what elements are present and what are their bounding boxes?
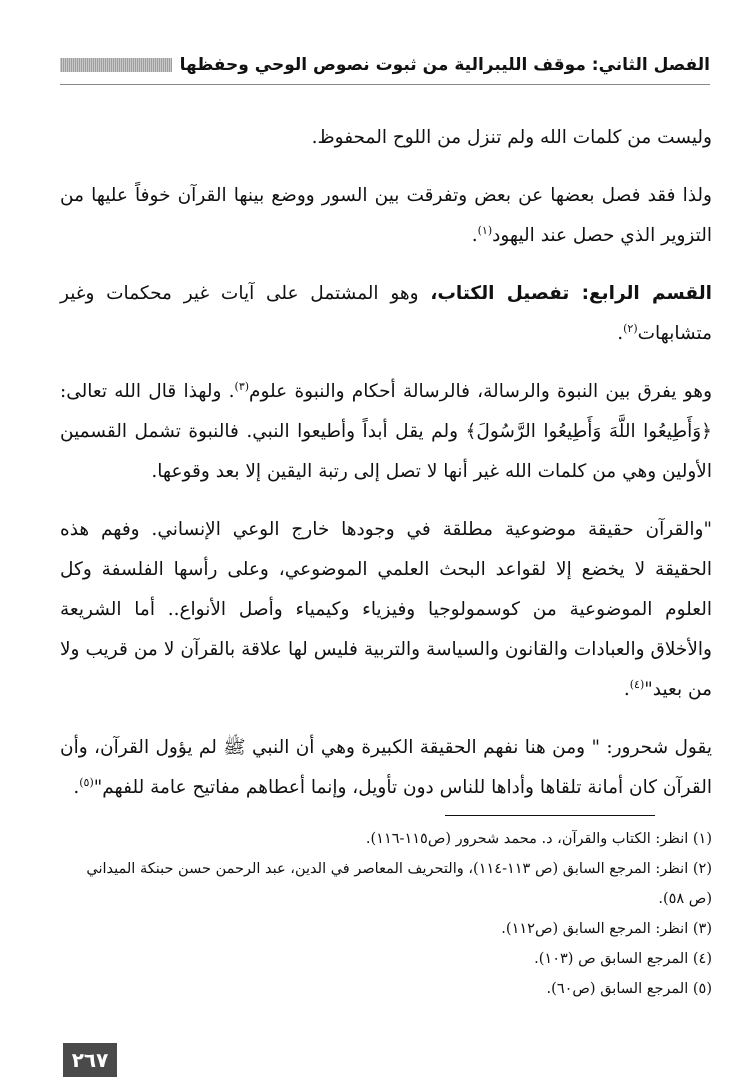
paragraph: وليست من كلمات الله ولم تنزل من اللوح المحفوظ. <box>311 127 712 148</box>
section-lead: القسم الرابع: تفصيل الكتاب، <box>430 283 712 304</box>
footnote-ref[interactable]: (٢) <box>623 321 638 335</box>
footnote: (٤) المرجع السابق ص (١٠٣). <box>534 951 712 967</box>
header-divider <box>60 84 710 85</box>
footnote-ref[interactable]: (٤) <box>629 677 645 691</box>
footnotes <box>60 824 712 1004</box>
footnote: (١) انظر: الكتاب والقرآن، د. محمد شحرور (ص١١٥-١١٦). <box>365 831 712 847</box>
footnote-ref[interactable]: (٣) <box>234 379 250 393</box>
header-decorative-bar <box>60 58 172 72</box>
footnote-ref[interactable]: (١) <box>477 223 493 237</box>
chapter-title: الفصل الثاني: موقف الليبرالية من ثبوت نصوص الوحي وحفظها <box>179 55 710 75</box>
footnote: (٥) المرجع السابق (ص٦٠). <box>546 981 712 997</box>
paragraph: ولذا فقد فصل بعضها عن بعض وتفرقت بين السور ووضع بينها القرآن خوفاً عليها من التزوير الذي حصل عند اليهود$^{(١)}$. <box>60 185 712 246</box>
paragraph: "والقرآن حقيقة موضوعية مطلقة في وجودها خارج الوعي الإنساني. وفهم هذه الحقيقة لا يخضع إلا لقواعد البحث العلمي الموضوعي، وعلى رأسها الفلسفة وكل العلوم الموضوعية من كوسمولوجيا وفيزياء وكيمياء وأصل الأنواع.. أما الشريعة والأخلاق والعبادات والقانون والسياسة والتربية فليس لها علاقة بالقرآن لا من قريب ولا من بعيد"$^{(٤)}$. <box>60 519 712 700</box>
paragraph: وهو يفرق بين النبوة والرسالة، فالرسالة أحكام والنبوة علوم$^{(٣)}$. ولهذا قال الله تعالى: ﴿وَأَطِيعُوا اللَّهَ وَأَطِيعُوا الرَّسُولَ﴾ ولم يقل أبداً وأطيعوا النبي. فالنبوة تشمل القسمين الأولين وهي من كلمات الله غير أنها لا تصل إلى رتبة اليقين إلا بعد وقوعها. <box>60 379 713 482</box>
footnote: (٢) انظر: المرجع السابق (ص ١١٣-١١٤)، والتحريف المعاصر في الدين، عبد الرحمن حسن حبنكة الميداني (ص ٥٨). <box>86 861 712 907</box>
paragraph: القسم الرابع: تفصيل الكتاب، وهو المشتمل على آيات غير محكمات وغير متشابهات$^{(٢)}$. <box>60 283 712 344</box>
footnote: (٣) انظر: المرجع السابق (ص١١٢). <box>501 921 712 937</box>
body-text <box>60 118 712 826</box>
paragraph: يقول شحرور: " ومن هنا نفهم الحقيقة الكبيرة وهي أن النبي ﷺ لم يؤول القرآن، وأن القرآن كان أمانة تلقاها وأداها للناس دون تأويل، وإنما أعطاهم مفاتيح عامة للفهم"$^{(٥)}$. <box>60 737 712 798</box>
page-number: ٢٦٧ <box>63 1043 117 1077</box>
footnote-divider <box>445 815 655 816</box>
footnote-ref[interactable]: (٥) <box>79 775 94 789</box>
running-header <box>60 50 710 80</box>
